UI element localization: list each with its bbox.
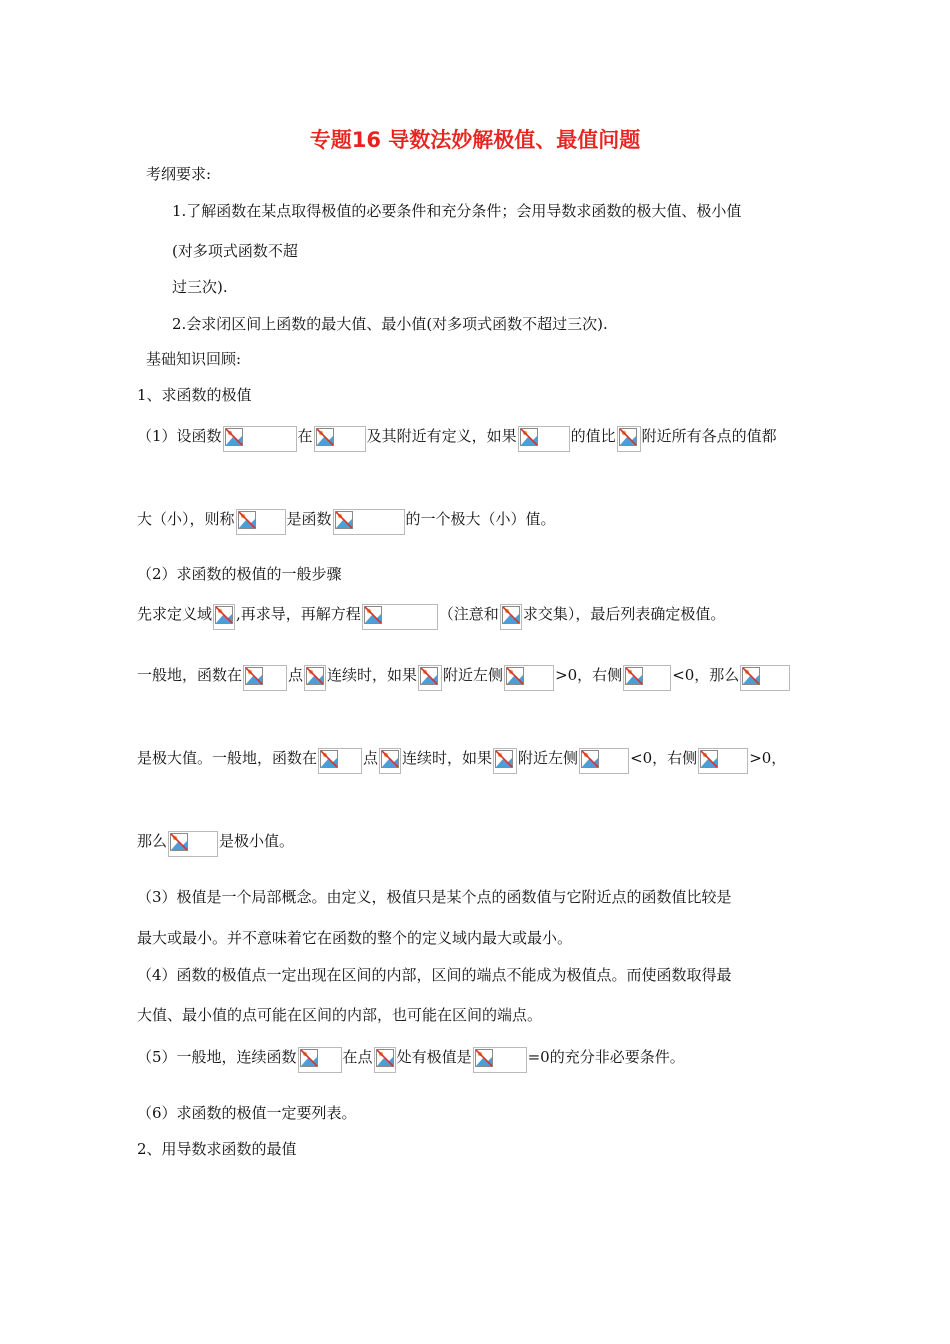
- broken-image-icon: [420, 667, 438, 685]
- text-run: 及其附近有定义，如果: [366, 427, 517, 445]
- section-2-heading: 2、用导数求函数的最值: [137, 1140, 297, 1158]
- broken-image-icon: [335, 511, 353, 529]
- definition-line-2: [137, 507, 556, 533]
- formula-image-icon: [473, 1047, 527, 1073]
- broken-image-icon: [506, 667, 524, 685]
- broken-image-icon: [742, 667, 760, 685]
- broken-image-icon: [376, 1049, 394, 1067]
- minimum-condition-line: [137, 746, 786, 772]
- broken-image-icon: [300, 1049, 318, 1067]
- broken-image-icon: [619, 428, 637, 446]
- note-4-line-1: （4）函数的极值点一定出现在区间的内部，区间的端点不能成为极值点。而使函数取得最: [137, 966, 732, 984]
- steps-heading: （2）求函数的极值的一般步骤: [137, 565, 342, 583]
- broken-image-icon: [320, 750, 338, 768]
- review-heading: 基础知识回顾:: [146, 350, 242, 368]
- broken-image-icon: [700, 750, 718, 768]
- text-run: 处有极值是: [396, 1048, 472, 1066]
- formula-image-icon: [314, 426, 366, 452]
- text-run: 那么: [137, 832, 168, 850]
- formula-image-icon: [362, 604, 438, 630]
- text-run: （1）设函数: [137, 427, 222, 445]
- broken-image-icon: [520, 428, 538, 446]
- note-5-line: [137, 1045, 685, 1071]
- text-run: ,再求导，再解方程: [236, 605, 361, 623]
- requirement-1-line-2: (对多项式函数不超: [172, 242, 298, 260]
- text-run: 连续时，如果: [402, 749, 493, 767]
- broken-image-icon: [215, 606, 233, 624]
- broken-image-icon: [581, 750, 599, 768]
- text-run: （注意和: [438, 605, 499, 623]
- text-run: 点: [363, 749, 379, 767]
- broken-image-icon: [625, 667, 643, 685]
- text-run: 求交集），最后列表确定极值。: [522, 605, 726, 623]
- formula-image-icon: [493, 748, 517, 774]
- text-run: 先求定义域: [137, 605, 213, 623]
- text-run: 在: [297, 427, 313, 445]
- text-run: 的值比: [570, 427, 616, 445]
- text-run: 在点: [342, 1048, 373, 1066]
- broken-image-icon: [238, 511, 256, 529]
- formula-image-icon: [223, 426, 297, 452]
- text-run: =0的充分非必要条件。: [527, 1048, 685, 1066]
- formula-image-icon: [623, 665, 671, 691]
- formula-image-icon: [579, 748, 629, 774]
- formula-image-icon: [617, 426, 641, 452]
- text-run: （5）一般地，连续函数: [137, 1048, 297, 1066]
- formula-image-icon: [504, 665, 554, 691]
- section-1-heading: 1、求函数的极值: [137, 386, 252, 404]
- text-run: <0，右侧: [630, 749, 698, 767]
- formula-image-icon: [374, 1047, 396, 1073]
- formula-image-icon: [333, 509, 405, 535]
- text-run: 的一个极大（小）值。: [405, 510, 556, 528]
- text-run: >0，右侧: [555, 666, 623, 684]
- broken-image-icon: [225, 428, 243, 446]
- text-run: 是函数: [286, 510, 332, 528]
- text-run: 附近左侧: [443, 666, 504, 684]
- note-6-line: （6）求函数的极值一定要列表。: [137, 1104, 357, 1122]
- note-3-line-2: 最大或最小。并不意味着它在函数的整个的定义域内最大或最小。: [137, 929, 573, 947]
- requirement-1-line-3: 过三次).: [172, 278, 228, 296]
- broken-image-icon: [306, 667, 324, 685]
- formula-image-icon: [500, 604, 522, 630]
- broken-image-icon: [475, 1049, 493, 1067]
- broken-image-icon: [502, 606, 520, 624]
- requirement-1-line-1: 1.了解函数在某点取得极值的必要条件和充分条件；会用导数求函数的极大值、极小值: [172, 202, 742, 220]
- formula-image-icon: [418, 665, 442, 691]
- formula-image-icon: [304, 665, 326, 691]
- broken-image-icon: [381, 750, 399, 768]
- text-run: 连续时，如果: [327, 666, 418, 684]
- formula-image-icon: [243, 665, 287, 691]
- minimum-value-line: [137, 829, 294, 855]
- formula-image-icon: [168, 831, 218, 857]
- note-4-line-2: 大值、最小值的点可能在区间的内部，也可能在区间的端点。: [137, 1006, 543, 1024]
- requirement-2: 2.会求闭区间上函数的最大值、最小值(对多项式函数不超过三次).: [172, 315, 608, 333]
- text-run: >0，: [749, 749, 787, 767]
- formula-image-icon: [379, 748, 401, 774]
- broken-image-icon: [170, 833, 188, 851]
- text-run: 附近所有各点的值都: [641, 427, 777, 445]
- text-run: 点: [288, 666, 304, 684]
- formula-image-icon: [518, 426, 570, 452]
- broken-image-icon: [364, 606, 382, 624]
- broken-image-icon: [495, 750, 513, 768]
- broken-image-icon: [245, 667, 263, 685]
- formula-image-icon: [318, 748, 362, 774]
- text-run: <0，那么: [672, 666, 740, 684]
- formula-image-icon: [698, 748, 748, 774]
- text-run: 一般地，函数在: [137, 666, 243, 684]
- steps-line: [137, 602, 725, 628]
- broken-image-icon: [316, 428, 334, 446]
- text-run: 是极小值。: [219, 832, 295, 850]
- text-run: 附近左侧: [518, 749, 579, 767]
- note-3-line-1: （3）极值是一个局部概念。由定义，极值只是某个点的函数值与它附近点的函数值比较是: [137, 888, 732, 906]
- text-run: 是极大值。一般地，函数在: [137, 749, 318, 767]
- definition-line-1: [137, 424, 777, 450]
- outline-heading: 考纲要求:: [146, 165, 212, 183]
- maximum-condition-line: [137, 663, 791, 689]
- formula-image-icon: [213, 604, 235, 630]
- formula-image-icon: [236, 509, 286, 535]
- formula-image-icon: [740, 665, 790, 691]
- formula-image-icon: [298, 1047, 342, 1073]
- text-run: 大（小），则称: [137, 510, 235, 528]
- document-title: 专题16 导数法妙解极值、最值问题: [309, 128, 641, 152]
